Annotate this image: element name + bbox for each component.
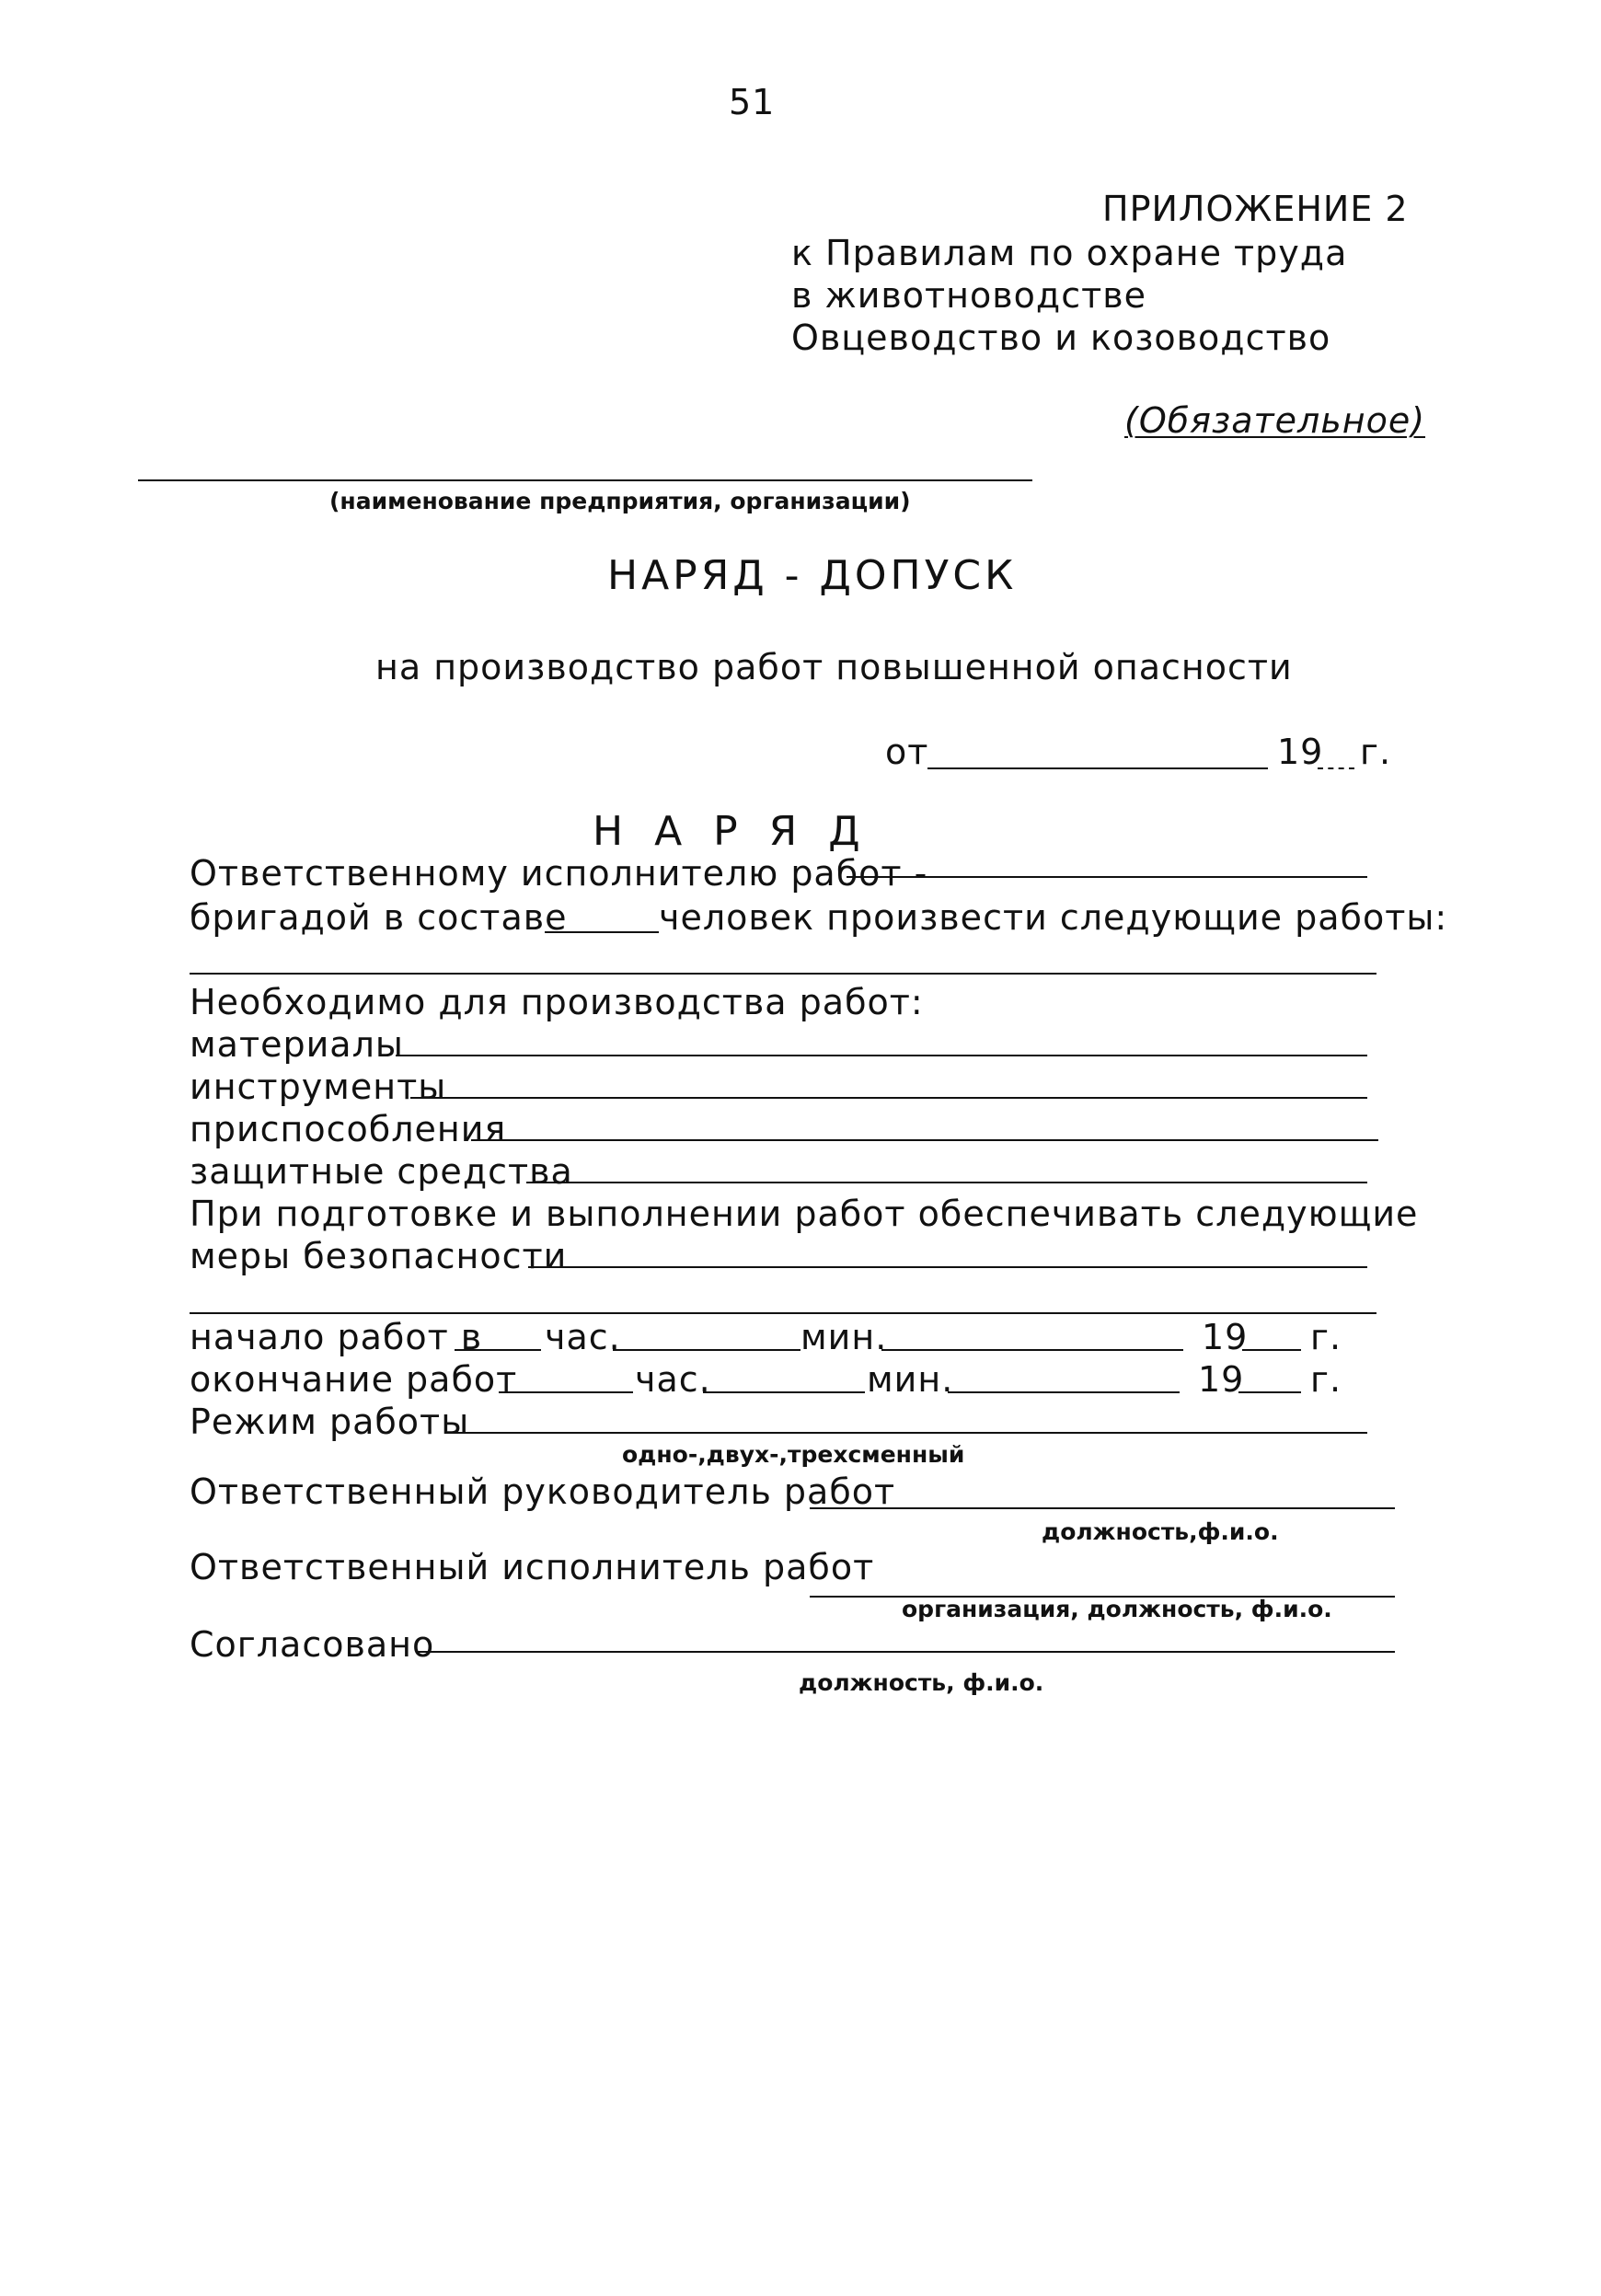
start-hours-label: час. (545, 1317, 621, 1357)
safety-field[interactable] (528, 1266, 1367, 1268)
brigade-suffix: человек произвести следующие работы: (659, 897, 1448, 938)
start-minutes-field[interactable] (881, 1349, 1183, 1351)
appendix-title: ПРИЛОЖЕНИЕ 2 (1102, 189, 1409, 229)
start-year-suffix: г. (1310, 1317, 1342, 1357)
end-hours-label: час. (635, 1359, 711, 1400)
appendix-line-1: к Правилам по охране труда (791, 233, 1348, 273)
appendix-line-2: в животноводстве (791, 275, 1146, 316)
date-year: 19 (1277, 732, 1324, 772)
date-suffix: г. (1360, 732, 1392, 772)
materials-field[interactable] (396, 1055, 1367, 1056)
page-number: 51 (729, 82, 776, 122)
date-prefix: от (885, 732, 929, 772)
end-hours-field[interactable] (703, 1391, 865, 1393)
date-year-field[interactable] (1318, 767, 1354, 769)
mandatory-note: (Обязательное) (1124, 400, 1426, 441)
start-year-field[interactable] (1242, 1349, 1301, 1351)
executor-label: Ответственный исполнитель работ (190, 1547, 875, 1587)
fixtures-label: приспособления (190, 1109, 507, 1149)
agreed-field[interactable] (416, 1651, 1395, 1653)
protective-field[interactable] (526, 1182, 1367, 1183)
org-name-caption: (наименование предприятия, организации) (329, 488, 911, 514)
end-minutes-field[interactable] (948, 1391, 1180, 1393)
executor-caption: организация, должность, ф.и.о. (902, 1596, 1332, 1622)
works-field[interactable] (190, 973, 1376, 975)
safety-line-2: меры безопасности (190, 1236, 568, 1276)
end-year-suffix: г. (1310, 1359, 1342, 1400)
date-field[interactable] (927, 767, 1268, 769)
doc-title: НАРЯД - ДОПУСК (607, 552, 1018, 599)
responsible-executor-label: Ответственному исполнителю работ - (190, 853, 928, 894)
agreed-label: Согласовано (190, 1624, 435, 1665)
start-hours-field[interactable] (613, 1349, 800, 1351)
responsible-executor-field[interactable] (847, 876, 1367, 878)
end-year-label: 19 (1198, 1359, 1245, 1400)
end-minutes-label: мин. (867, 1359, 954, 1400)
tools-field[interactable] (410, 1097, 1367, 1099)
safety-field-extra[interactable] (190, 1312, 1376, 1314)
start-minutes-label: мин. (800, 1317, 888, 1357)
fixtures-field[interactable] (471, 1139, 1378, 1141)
protective-label: защитные средства (190, 1151, 573, 1192)
end-year-field[interactable] (1238, 1391, 1301, 1393)
mode-label: Режим работы (190, 1402, 470, 1442)
end-label: окончание работ (190, 1359, 518, 1400)
manager-field[interactable] (810, 1507, 1395, 1509)
org-name-line[interactable] (138, 479, 1032, 481)
materials-label: материалы (190, 1024, 404, 1065)
manager-label: Ответственный руководитель работ (190, 1471, 896, 1512)
tools-label: инструменты (190, 1067, 447, 1107)
brigade-count-field[interactable] (545, 931, 659, 933)
brigade-prefix: бригадой в составе (190, 897, 568, 938)
doc-subtitle: на производство работ повышенной опасности (375, 647, 1293, 687)
start-year-label: 19 (1202, 1317, 1249, 1357)
start-day-field[interactable] (455, 1349, 541, 1351)
order-heading: Н А Р Я Д (593, 808, 870, 855)
agreed-caption: должность, ф.и.о. (799, 1669, 1044, 1696)
manager-caption: должность,ф.и.о. (1042, 1518, 1279, 1545)
safety-line-1: При подготовке и выполнении работ обеспечивать следующие (190, 1194, 1419, 1234)
start-label: начало работ в (190, 1317, 483, 1357)
needed-label: Необходимо для производства работ: (190, 982, 924, 1022)
mode-caption: одно-,двух-,трехсменный (622, 1441, 965, 1468)
appendix-line-3: Овцеводство и козоводство (791, 317, 1331, 358)
mode-field[interactable] (447, 1432, 1367, 1434)
end-day-field[interactable] (499, 1391, 633, 1393)
